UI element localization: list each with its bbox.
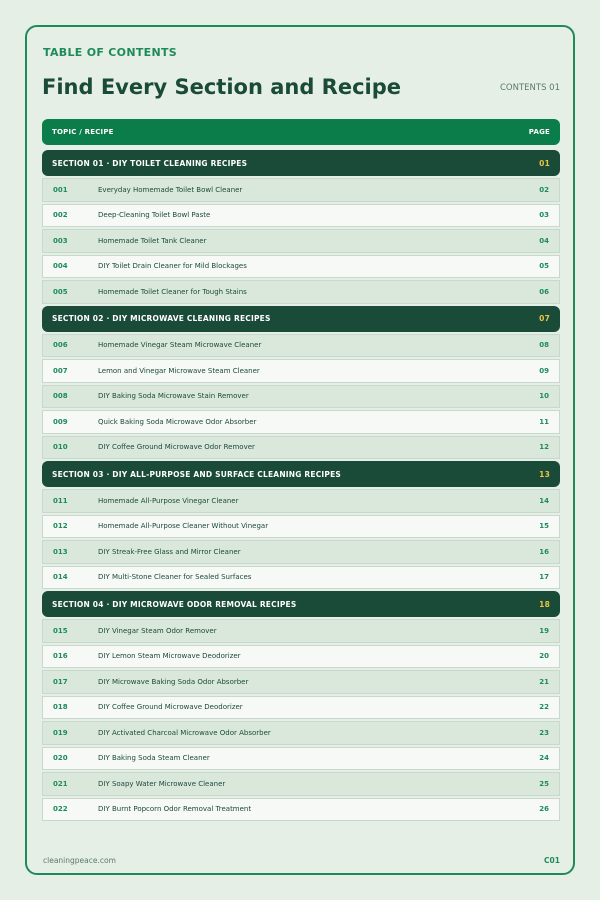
recipe-title: DIY Multi-Stone Cleaner for Sealed Surfaces	[98, 573, 252, 582]
recipe-row[interactable]	[42, 255, 560, 279]
recipe-row[interactable]	[42, 721, 560, 745]
section-page-number: 13	[539, 469, 550, 479]
recipe-number: 011	[53, 496, 68, 505]
recipe-row[interactable]	[42, 436, 560, 460]
recipe-row[interactable]	[42, 359, 560, 383]
recipe-number: 020	[53, 754, 68, 763]
recipe-page-number: 08	[539, 341, 549, 350]
recipe-title: DIY Streak-Free Glass and Mirror Cleaner	[98, 547, 241, 556]
recipe-number: 006	[53, 341, 68, 350]
recipe-row[interactable]	[42, 229, 560, 253]
recipe-page-number: 02	[539, 185, 549, 194]
recipe-number: 008	[53, 392, 68, 401]
recipe-row[interactable]	[42, 540, 560, 564]
recipe-row[interactable]	[42, 410, 560, 434]
contents-card	[25, 25, 575, 875]
recipe-row[interactable]	[42, 178, 560, 202]
topic-column-header: TOPIC / RECIPE	[52, 128, 114, 136]
recipe-number: 012	[53, 522, 68, 531]
recipe-number: 010	[53, 443, 68, 452]
recipe-title: DIY Activated Charcoal Microwave Odor Absorber	[98, 728, 271, 737]
recipe-number: 014	[53, 573, 68, 582]
recipe-page-number: 04	[539, 236, 549, 245]
recipe-title: DIY Lemon Steam Microwave Deodorizer	[98, 652, 241, 661]
kicker: TABLE OF CONTENTS	[43, 46, 177, 59]
recipe-title: Lemon and Vinegar Microwave Steam Cleaner	[98, 366, 260, 375]
recipe-title: Homemade Toilet Cleaner for Tough Stains	[98, 287, 247, 296]
recipe-title: DIY Coffee Ground Microwave Deodorizer	[98, 703, 243, 712]
recipe-number: 021	[53, 779, 68, 788]
section-title: SECTION 02 · DIY MICROWAVE CLEANING RECIPES	[52, 314, 271, 323]
page-title: Find Every Section and Recipe	[42, 75, 402, 99]
toc-table	[42, 119, 560, 823]
recipe-title: Deep-Cleaning Toilet Bowl Paste	[98, 211, 211, 220]
recipe-page-number: 15	[539, 522, 549, 531]
recipe-title: DIY Vinegar Steam Odor Remover	[98, 626, 217, 635]
table-header	[42, 119, 560, 145]
recipe-title: DIY Soapy Water Microwave Cleaner	[98, 779, 226, 788]
recipe-row[interactable]	[42, 645, 560, 669]
contents-label: CONTENTS 01	[499, 83, 560, 93]
recipe-title: DIY Baking Soda Microwave Stain Remover	[98, 392, 249, 401]
recipe-page-number: 24	[539, 754, 549, 763]
recipe-page-number: 25	[539, 779, 549, 788]
section-header[interactable]	[42, 150, 560, 176]
recipe-number: 015	[53, 626, 68, 635]
recipe-page-number: 10	[539, 392, 549, 401]
section-page-number: 01	[539, 158, 550, 168]
recipe-number: 007	[53, 366, 68, 375]
page-column-header: PAGE	[528, 128, 550, 136]
recipe-row[interactable]	[42, 696, 560, 720]
recipe-page-number: 11	[539, 417, 549, 426]
recipe-row[interactable]	[42, 670, 560, 694]
section-header[interactable]	[42, 306, 560, 332]
section-title: SECTION 01 · DIY TOILET CLEANING RECIPES	[52, 158, 248, 168]
recipe-page-number: 06	[539, 287, 549, 296]
recipe-page-number: 05	[539, 262, 549, 271]
recipe-page-number: 20	[539, 652, 549, 661]
recipe-row[interactable]	[42, 280, 560, 304]
recipe-number: 013	[53, 547, 68, 556]
recipe-page-number: 09	[539, 366, 549, 375]
page-code: C01	[544, 856, 560, 865]
recipe-page-number: 16	[539, 547, 549, 556]
recipe-title: Quick Baking Soda Microwave Odor Absorber	[98, 417, 257, 426]
recipe-title: Homemade Toilet Tank Cleaner	[98, 236, 207, 245]
recipe-row[interactable]	[42, 489, 560, 513]
recipe-row[interactable]	[42, 515, 560, 539]
recipe-page-number: 19	[539, 626, 549, 635]
recipe-page-number: 23	[539, 728, 549, 737]
recipe-title: DIY Baking Soda Steam Cleaner	[98, 754, 210, 763]
recipe-title: Homemade Vinegar Steam Microwave Cleaner	[98, 341, 262, 350]
recipe-row[interactable]	[42, 619, 560, 643]
recipe-title: DIY Microwave Baking Soda Odor Absorber	[98, 677, 249, 686]
recipe-row[interactable]	[42, 566, 560, 590]
recipe-page-number: 03	[539, 211, 549, 220]
recipe-page-number: 12	[539, 443, 549, 452]
section-title: SECTION 03 · DIY ALL-PURPOSE AND SURFACE CLEANING RECIPES	[52, 469, 342, 479]
recipe-row[interactable]	[42, 385, 560, 409]
recipe-row[interactable]	[42, 334, 560, 358]
recipe-number: 009	[53, 417, 68, 426]
section-title: SECTION 04 · DIY MICROWAVE ODOR REMOVAL RECIPES	[52, 599, 297, 609]
section-header[interactable]	[42, 591, 560, 617]
recipe-number: 002	[53, 211, 68, 220]
recipe-number: 005	[53, 287, 68, 296]
recipe-number: 016	[53, 652, 68, 661]
recipe-row[interactable]	[42, 747, 560, 771]
recipe-number: 001	[53, 185, 68, 194]
recipe-title: Homemade All-Purpose Cleaner Without Vinegar	[98, 522, 269, 531]
section-page-number: 18	[539, 599, 550, 609]
recipe-row[interactable]	[42, 798, 560, 822]
recipe-page-number: 17	[539, 573, 549, 582]
recipe-number: 022	[53, 805, 68, 814]
site-name: cleaningpeace.com	[43, 856, 116, 865]
recipe-page-number: 26	[539, 805, 549, 814]
section-header[interactable]	[42, 461, 560, 487]
recipe-number: 017	[53, 677, 68, 686]
recipe-title: DIY Burnt Popcorn Odor Removal Treatment	[98, 805, 252, 814]
recipe-number: 003	[53, 236, 68, 245]
section-page-number: 07	[539, 314, 550, 323]
recipe-row[interactable]	[42, 772, 560, 796]
recipe-title: Homemade All-Purpose Vinegar Cleaner	[98, 496, 239, 505]
recipe-title: Everyday Homemade Toilet Bowl Cleaner	[98, 185, 243, 194]
recipe-number: 004	[53, 262, 68, 271]
recipe-title: DIY Toilet Drain Cleaner for Mild Blockages	[98, 262, 247, 271]
recipe-title: DIY Coffee Ground Microwave Odor Remover	[98, 443, 255, 452]
recipe-number: 018	[53, 703, 68, 712]
recipe-page-number: 22	[539, 703, 549, 712]
recipe-page-number: 21	[539, 677, 549, 686]
recipe-number: 019	[53, 728, 68, 737]
recipe-row[interactable]	[42, 204, 560, 228]
recipe-page-number: 14	[539, 496, 549, 505]
